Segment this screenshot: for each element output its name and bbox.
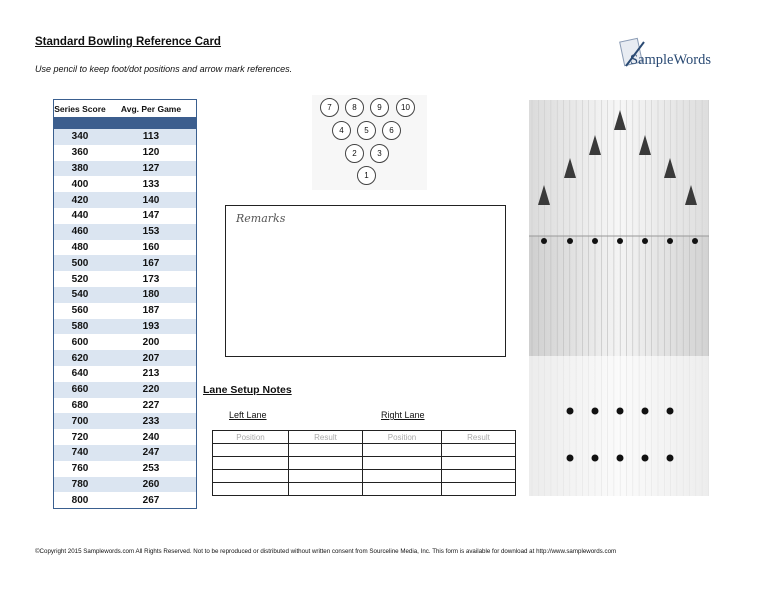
lane-dot-icon [541,238,547,244]
score-row [54,413,196,429]
score-row [54,445,196,461]
lane-notes-table [212,430,516,496]
avg-per-game-header: Avg. Per Game [120,103,182,114]
pin-6: 6 [382,121,401,140]
lane-dot-icon [642,238,648,244]
avg-per-game-cell: 200 [142,336,160,348]
lane-dot-icon [617,408,624,415]
avg-per-game-cell: 253 [142,463,160,475]
pin-3: 3 [370,144,389,163]
page-title: Standard Bowling Reference Card [35,36,221,48]
avg-per-game-cell: 120 [142,147,160,159]
score-row [54,192,196,208]
pin-9: 9 [370,98,389,117]
avg-per-game-cell: 127 [142,162,160,174]
avg-per-game-cell: 160 [142,241,160,253]
avg-per-game-cell: 180 [142,289,160,301]
left-lane-label: Left Lane [229,410,267,420]
series-score-cell: 760 [71,463,89,475]
series-score-cell: 700 [71,415,89,427]
score-row [54,145,196,161]
series-score-cell: 720 [71,431,89,443]
avg-per-game-cell: 173 [142,273,160,285]
lane-dot-icon [667,455,674,462]
lane-dot-icon [567,408,574,415]
score-row [54,224,196,240]
pin-4: 4 [332,121,351,140]
score-row [54,271,196,287]
copyright-footer: ©Copyright 2015 Samplewords.com All Rights Reserved. Not to be reproduced or distributed without written consent from Sourceline Media, Inc. This form is available for download at http://www.samplewords.com [35,548,617,555]
score-row [54,429,196,445]
pin-diagram [312,95,427,190]
pin-7: 7 [320,98,339,117]
notes-row[interactable] [213,444,516,457]
avg-per-game-cell: 133 [142,178,160,190]
notes-row[interactable] [213,457,516,470]
series-score-cell: 560 [71,305,89,317]
lane-dot-icon [567,238,573,244]
score-row [54,240,196,256]
notes-row[interactable] [213,483,516,496]
approach-area [529,356,709,496]
series-score-cell: 420 [71,194,89,206]
score-row [54,129,196,145]
lane-dot-icon [592,455,599,462]
avg-per-game-cell: 213 [142,368,160,380]
score-row [54,334,196,350]
series-score-cell: 440 [71,210,89,222]
score-row [54,208,196,224]
series-score-cell: 780 [71,478,89,490]
header-band [54,117,196,129]
lane-dot-icon [592,238,598,244]
series-score-cell: 520 [71,273,89,285]
lane-dot-icon [692,238,698,244]
lane-dot-icon [617,238,623,244]
avg-per-game-cell: 220 [142,384,160,396]
avg-per-game-cell: 207 [142,352,160,364]
lane-dot-icon [667,238,673,244]
avg-per-game-cell: 233 [142,415,160,427]
score-table-header [54,100,196,117]
avg-per-game-cell: 240 [142,431,160,443]
score-row [54,176,196,192]
series-score-cell: 620 [71,352,89,364]
pin-5: 5 [357,121,376,140]
pin-1: 1 [357,166,376,185]
lane-dot-icon [667,408,674,415]
pin-10: 10 [396,98,415,117]
score-row [54,319,196,335]
series-score-cell: 580 [71,320,89,332]
notes-header-row [213,431,516,444]
page-subtitle: Use pencil to keep foot/dot positions and arrow mark references. [35,64,293,74]
lane-dot-icon [592,408,599,415]
score-row [54,287,196,303]
left-position-header: Position [213,431,289,444]
pin-8: 8 [345,98,364,117]
avg-per-game-cell: 193 [142,320,160,332]
series-score-cell: 540 [71,289,89,301]
series-score-cell: 360 [71,147,89,159]
lane-diagram [529,100,709,496]
lane-dot-icon [642,408,649,415]
avg-per-game-cell: 227 [142,399,160,411]
lane-dot-icon [642,455,649,462]
remarks-label: Remarks [236,212,286,225]
series-score-cell: 380 [71,162,89,174]
right-lane-label: Right Lane [381,410,425,420]
avg-per-game-cell: 260 [142,478,160,490]
series-score-cell: 400 [71,178,89,190]
avg-per-game-cell: 187 [142,305,160,317]
score-row [54,161,196,177]
series-score-cell: 460 [71,226,89,238]
series-score-cell: 640 [71,368,89,380]
right-result-header: Result [442,431,516,444]
score-row [54,366,196,382]
logo-text: SampleWords [630,52,711,68]
series-score-cell: 500 [71,257,89,269]
series-score-cell: 740 [71,447,89,459]
score-row [54,477,196,493]
avg-per-game-cell: 247 [142,447,160,459]
lane-dot-icon [567,455,574,462]
series-score-cell: 480 [71,241,89,253]
series-score-cell: 800 [71,494,89,506]
score-row [54,255,196,271]
avg-per-game-cell: 167 [142,257,160,269]
lane-dot-icon [617,455,624,462]
avg-per-game-cell: 267 [142,494,160,506]
left-result-header: Result [289,431,363,444]
avg-per-game-cell: 147 [142,210,160,222]
avg-per-game-cell: 153 [142,226,160,238]
score-row [54,492,196,508]
avg-per-game-cell: 113 [142,131,160,143]
pin-2: 2 [345,144,364,163]
avg-per-game-cell: 140 [142,194,160,206]
score-row [54,461,196,477]
score-table [53,99,197,509]
right-position-header: Position [363,431,442,444]
series-score-cell: 660 [71,384,89,396]
remarks-box[interactable] [225,205,506,357]
series-score-cell: 600 [71,336,89,348]
score-row [54,350,196,366]
series-score-cell: 340 [71,131,89,143]
score-row [54,398,196,414]
notes-row[interactable] [213,470,516,483]
score-row [54,382,196,398]
score-rows [54,129,196,508]
score-row [54,303,196,319]
lane-setup-title: Lane Setup Notes [203,384,292,396]
series-score-cell: 680 [71,399,89,411]
series-score-header: Series Score [54,103,106,114]
samplewords-logo [616,36,726,76]
